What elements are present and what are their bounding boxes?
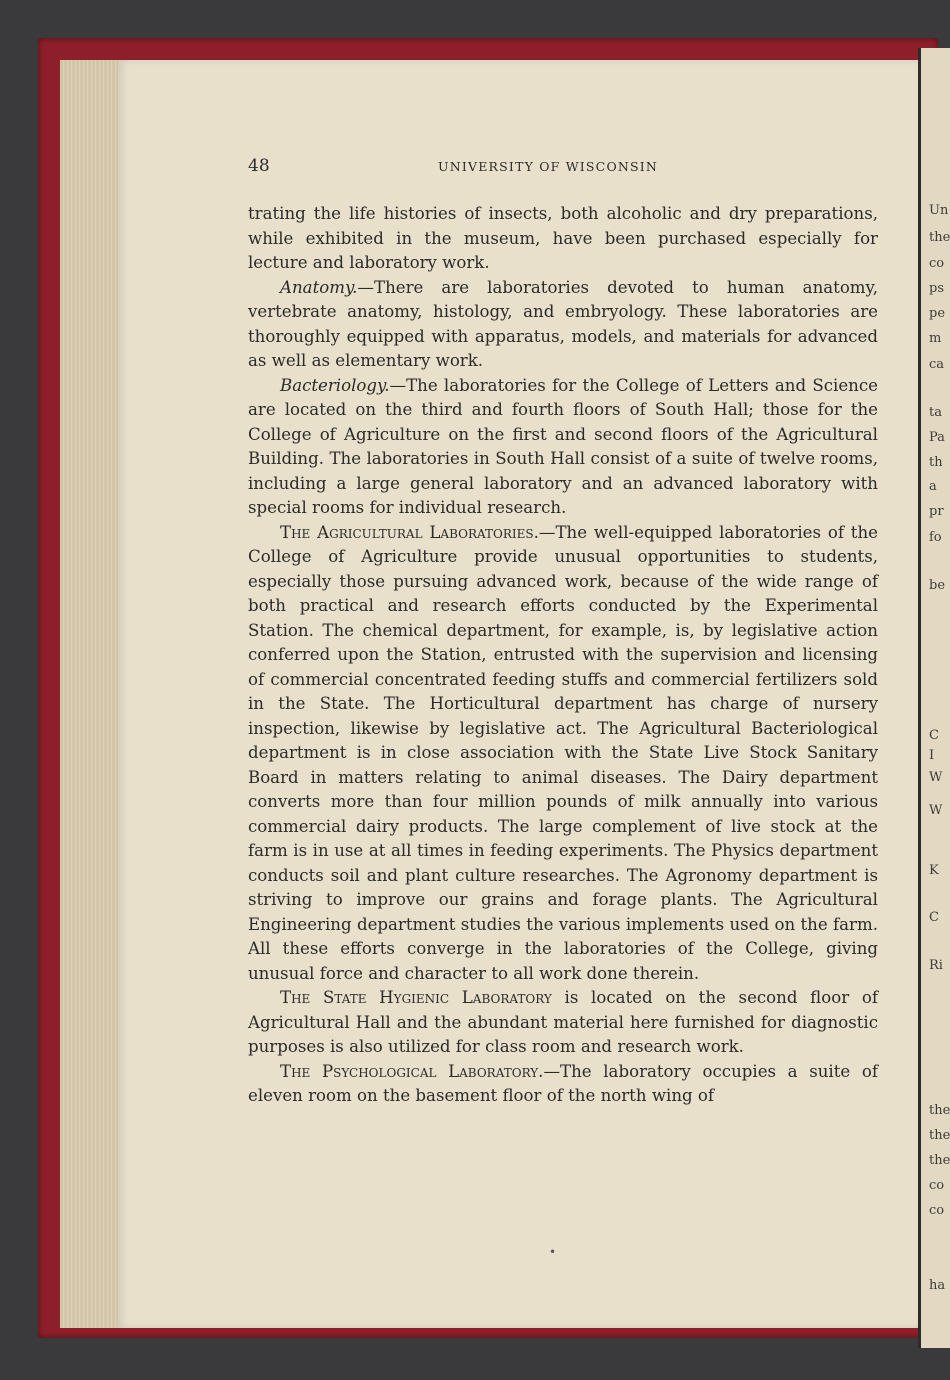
- margin-text-fragment: th: [929, 455, 943, 470]
- margin-text-fragment: C: [929, 910, 939, 925]
- paragraph-psychological-laboratory: The Psychological Laboratory.—The laboratory occupies a suite of eleven room on the basement floor of the north wing of: [248, 1061, 878, 1105]
- margin-text-fragment: co: [929, 1178, 945, 1193]
- paragraph-continuation: trating the life histories of insects, both alcoholic and dry preparations, while exhibited in the museum, have been purchased especially for lecture and laboratory work.: [248, 204, 878, 272]
- margin-text-fragment: m: [929, 331, 942, 346]
- margin-text-fragment: Un: [929, 203, 949, 218]
- running-head: UNIVERSITY OF WISCONSIN: [438, 159, 659, 174]
- margin-text-fragment: ca: [929, 357, 945, 372]
- margin-text-fragment: K: [929, 863, 939, 878]
- page-number: 48: [248, 156, 270, 176]
- margin-text-fragment: ha: [929, 1278, 946, 1293]
- page-mark: •: [549, 1245, 557, 1259]
- margin-text-fragment: the: [929, 1153, 950, 1168]
- body-text: [248, 202, 878, 1109]
- margin-text-fragment: fo: [929, 530, 942, 545]
- page-header: [248, 156, 878, 180]
- page-edges: [60, 60, 120, 1328]
- margin-text-fragment: Ri: [929, 958, 943, 973]
- section-heading: Bacteriology.: [280, 375, 390, 395]
- section-heading: Anatomy.: [280, 277, 358, 297]
- margin-text-fragment: ps: [929, 281, 944, 296]
- margin-text-fragment: ta: [929, 405, 942, 420]
- margin-text-fragment: co: [929, 1203, 945, 1218]
- paragraph-agricultural-laboratories: The Agricultural Laboratories.—The well-equipped laboratories of the College of Agriculture provide unusual opportunities to students, especially those pursuing advanced work, because of the wide range of both practical and research efforts conducted by the Experimental Station. The chemical department, for example, is, by legislative action conferred upon the Station, entrusted with the supervision and licensing of commercial concentrated feeding stuffs and commercial fertilizers sold in the State. The Horticultural department has charge of nursery inspection, likewise by legislative act. The Agricultural Bacteriological department is in close association with the State Live Stock Sanitary Board in matters relating to animal diseases. The Dairy department converts more than four million pounds of milk annually into various commercial dairy products. The large complement of live stock at the farm is in use at all times in feeding experiments. The Physics department conducts soil and plant culture researches. The Agronomy department is striving to improve our grains and forage plants. The Agricultural Engineering department studies the various implements used on the farm. All these efforts converge in the laboratories of the College, giving unusual force and character to all work done therein.: [248, 522, 878, 983]
- paragraph-anatomy: Anatomy.—There are laboratories devoted to human anatomy, vertebrate anatomy, histology, and embryology. These laboratories are thoroughly equipped with apparatus, models, and materials for advanced as well as elementary work.: [248, 277, 878, 370]
- margin-text-fragment: I: [929, 748, 935, 763]
- margin-text-fragment: a: [929, 479, 937, 494]
- margin-text-fragment: C: [929, 728, 939, 743]
- section-heading: The State Hygienic Laboratory: [280, 988, 552, 1007]
- margin-text-fragment: pr: [929, 504, 944, 519]
- margin-text-fragment: co: [929, 256, 945, 271]
- paragraph-bacteriology: Bacteriology.—The laboratories for the College of Letters and Science are located on the third and fourth floors of South Hall; those for the College of Agriculture on the first and second floors of the Agricultural Building. The laboratories in South Hall consist of a suite of twelve rooms, including a large general laboratory and an advanced laboratory with special rooms for individual research.: [248, 375, 878, 517]
- margin-text-fragment: Pa: [929, 430, 945, 445]
- section-heading: The Psychological Laboratory.: [280, 1061, 544, 1081]
- margin-text-fragment: W: [929, 803, 943, 818]
- margin-text-fragment: be: [929, 578, 946, 593]
- paragraph-hygienic-laboratory: The State Hygienic Laboratory is located on the second floor of Agricultural Hall and the abundant material here furnished for diagnostic purposes is also utilized for class room and research work.: [248, 988, 878, 1056]
- section-heading: The Agricultural Laboratories.: [280, 522, 539, 542]
- facing-page-edge: [918, 48, 950, 1348]
- margin-text-fragment: the: [929, 1128, 950, 1143]
- margin-text-fragment: the: [929, 1103, 950, 1118]
- margin-text-fragment: W: [929, 770, 943, 785]
- margin-text-fragment: the: [929, 230, 950, 245]
- margin-text-fragment: pe: [929, 306, 946, 321]
